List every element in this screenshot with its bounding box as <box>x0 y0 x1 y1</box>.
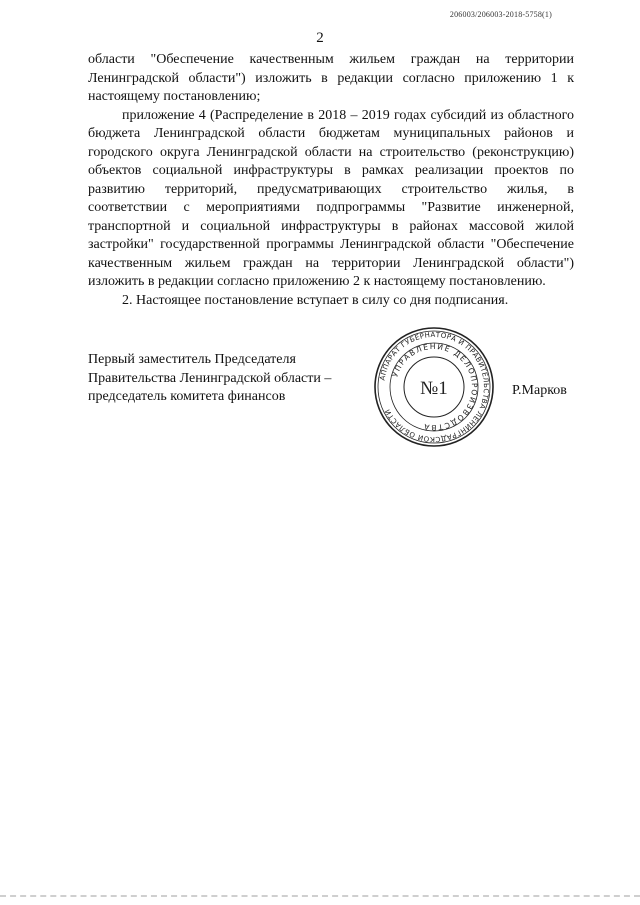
paragraph-continuation: области "Обеспечение качественным жильем граждан на территории Ленинградской области") изложить в редакции согласно приложению 1 к настоящему постановлению; <box>88 52 574 104</box>
signer-name: Р.Марков <box>512 383 567 398</box>
signatory-title-line: Первый заместитель Председателя <box>88 352 296 367</box>
seal-number: №1 <box>420 378 448 399</box>
official-seal <box>372 325 496 449</box>
document-body <box>88 51 574 310</box>
signatory-title-line: председатель комитета финансов <box>88 389 286 404</box>
paragraph-effective-date: 2. Настоящее постановление вступает в силу со дня подписания. <box>122 292 509 308</box>
document-id: 206003/206003-2018-5758(1) <box>449 10 552 19</box>
paragraph-appendix-4: приложение 4 (Распределение в 2018 – 2019 годах субсидий из областного бюджета Ленинградской области бюджетам муниципальных районов и городского округа Ленинградской области на строительство (реконструкцию) объектов социальной инфраструктуры в рамках реализации проектов по развитию территорий, предусматривающих строительство жилья, в соответствии с мероприятиями подпрограммы "Развитие инженерной, транспортной и социальной инфраструктуры в районах массовой жилой застройки" государственной программы Ленинградской области "Обеспечение качественным жильем граждан на территории Ленинградской области") изложить в редакции согласно приложению 2 к настоящему постановлению. <box>88 107 574 289</box>
seal-inner-text: УПРАВЛЕНИЕ ДЕЛОПРОИЗВОДСТВА <box>390 341 480 433</box>
scan-edge-divider <box>0 895 640 905</box>
signatory-title <box>88 351 331 407</box>
signatory-title-line: Правительства Ленинградской области – <box>88 370 332 386</box>
seal-ring-text: АППАРАТ ГУБЕРНАТОРА И ПРАВИТЕЛЬСТВА ЛЕНИНГРАДСКОЙ ОБЛАСТИ <box>378 330 491 444</box>
page-number: 2 <box>316 30 324 46</box>
